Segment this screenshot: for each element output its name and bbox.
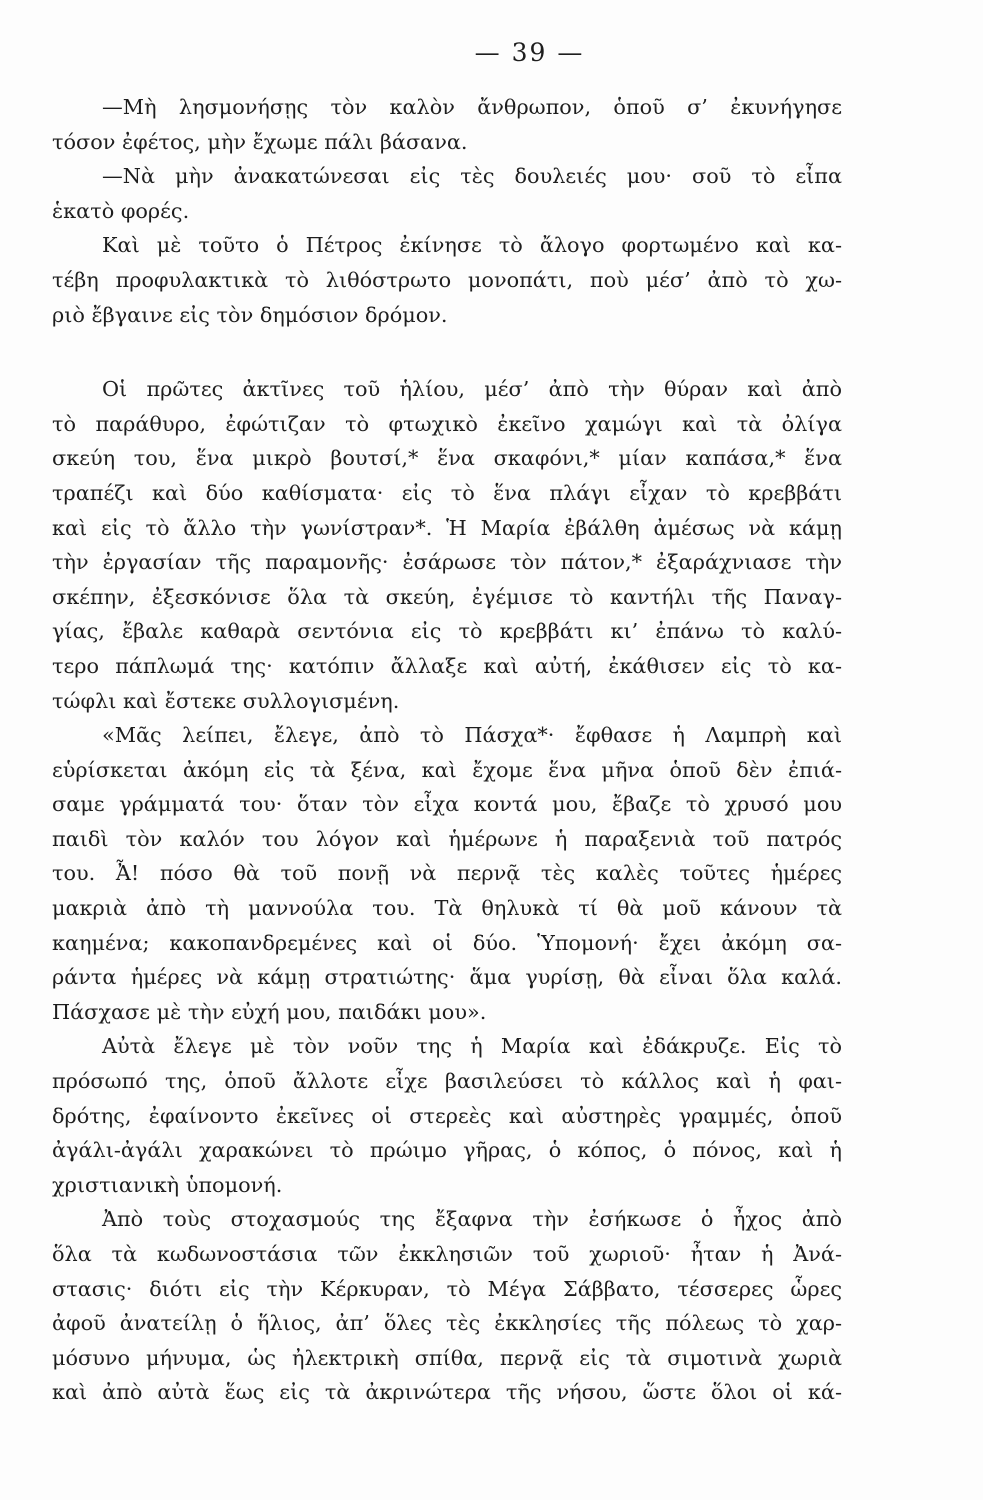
text-line: Αὐτὰ ἔλεγε μὲ τὸν νοῦν της ἡ Μαρία καὶ ἐδάκρυζε. Εἰς τὸ xyxy=(102,1034,842,1059)
text-line: ριὸ ἔβγαινε εἰς τὸν δημόσιον δρόμον. xyxy=(52,302,448,327)
text-line: δρότης, ἐφαίνοντο ἐκεῖνες οἱ στερεὲς καὶ αὐστηρὲς γραμμές, ὁποῦ xyxy=(52,1103,842,1128)
page-number: — 39 — xyxy=(474,38,585,67)
text-line: Καὶ μὲ τοῦτο ὁ Πέτρος ἐκίνησε τὸ ἄλογο φορτωμένο καὶ κα- xyxy=(102,233,842,258)
text-line: Οἱ πρῶτες ἀκτῖνες τοῦ ἡλίου, μέσ’ ἀπὸ τὴν θύραν καὶ ἀπὸ xyxy=(102,377,842,402)
text-line: παιδὶ τὸν καλόν του λόγον καὶ ἡμέρωνε ἡ παραξενιὰ τοῦ πατρός xyxy=(52,826,842,851)
text-line: ἀφοῦ ἀνατείλῃ ὁ ἥλιος, ἀπ’ ὅλες τὲς ἐκκλησίες τῆς πόλεως τὸ χαρ- xyxy=(52,1311,842,1336)
text-line: ἀγάλι-ἀγάλι χαρακώνει τὸ πρώιμο γῆρας, ὁ κόπος, ὁ πόνος, καὶ ἡ xyxy=(52,1138,842,1163)
text-line: στασις· διότι εἰς τὴν Κέρκυραν, τὸ Μέγα Σάββατο, τέσσερες ὧρες xyxy=(52,1276,842,1301)
text-line: μακριὰ ἀπὸ τὴ μαννούλα του. Τὰ θηλυκὰ τί θὰ μοῦ κάνουν τὰ xyxy=(52,896,842,921)
text-line: καημένα; κακοπανδρεμένες καὶ οἱ δύο. Ὑπομονή· ἔχει ἀκόμη σα- xyxy=(52,930,842,955)
text-line: τερο πάπλωμά της· κατόπιν ἄλλαξε καὶ αὐτή, ἐκάθισεν εἰς τὸ κα- xyxy=(52,653,842,678)
text-line: τὸ παράθυρο, ἐφώτιζαν τὸ φτωχικὸ ἐκεῖνο χαμώγι καὶ τὰ ὀλίγα xyxy=(52,411,842,436)
text-line: σκεύη του, ἕνα μικρὸ βουτσί,* ἕνα σκαφόνι,* μίαν καπάσα,* ἕνα xyxy=(52,446,842,471)
text-line: τόσον ἐφέτος, μὴν ἔχωμε πάλι βάσανα. xyxy=(52,129,468,154)
body-text xyxy=(52,90,842,1410)
text-line: τώφλι καὶ ἔστεκε συλλογισμένη. xyxy=(52,688,400,713)
text-line: καὶ ἀπὸ αὐτὰ ἕως εἰς τὰ ἀκρινώτερα τῆς νήσου, ὥστε ὅλοι οἱ κά- xyxy=(52,1380,842,1405)
text-line: καὶ εἰς τὸ ἄλλο τὴν γωνίστραν*. Ἡ Μαρία ἐβάλθη ἀμέσως νὰ κάμῃ xyxy=(52,515,842,540)
text-line: χριστιανικὴ ὑπομονή. xyxy=(52,1172,283,1197)
text-line: —Νὰ μὴν ἀνακατώνεσαι εἰς τὲς δουλειές μου· σοῦ τὸ εἶπα xyxy=(102,164,842,189)
text-line: τραπέζι καὶ δύο καθίσματα· εἰς τὸ ἕνα πλάγι εἶχαν τὸ κρεββάτι xyxy=(52,480,842,505)
text-line: μόσυνο μήνυμα, ὡς ἠλεκτρικὴ σπίθα, περνᾷ εἰς τὰ σιμοτινὰ χωριὰ xyxy=(52,1345,842,1370)
text-line: τὴν ἐργασίαν τῆς παραμονῆς· ἐσάρωσε τὸν πάτον,* ἐξαράχνιασε τὴν xyxy=(52,550,842,575)
text-line: σκέπην, ἐξεσκόνισε ὅλα τὰ σκεύη, ἐγέμισε τὸ καντήλι τῆς Παναγ- xyxy=(52,584,842,609)
paragraph-spacer xyxy=(52,332,842,372)
text-line: τέβη προφυλακτικὰ τὸ λιθόστρωτο μονοπάτι, ποὺ μέσ’ ἀπὸ τὸ χω- xyxy=(52,267,842,292)
text-line: πρόσωπό της, ὁποῦ ἄλλοτε εἶχε βασιλεύσει τὸ κάλλος καὶ ἡ φαι- xyxy=(52,1069,842,1094)
text-line: σαμε γράμματά του· ὅταν τὸν εἶχα κοντά μου, ἔβαζε τὸ χρυσό μου xyxy=(52,792,842,817)
text-line: Πάσχασε μὲ τὴν εὐχή μου, παιδάκι μου». xyxy=(52,999,487,1024)
text-line: εὑρίσκεται ἀκόμη εἰς τὰ ξένα, καὶ ἔχομε ἕνα μῆνα ὁποῦ δὲν ἐπιά- xyxy=(52,757,842,782)
text-line: ράντα ἡμέρες νὰ κάμῃ στρατιώτης· ἅμα γυρίσῃ, θὰ εἶναι ὅλα καλά. xyxy=(52,965,842,990)
text-line: γίας, ἔβαλε καθαρὰ σεντόνια εἰς τὸ κρεββάτι κι’ ἐπάνω τὸ καλύ- xyxy=(52,619,842,644)
text-line: ὅλα τὰ κωδωνοστάσια τῶν ἐκκλησιῶν τοῦ χωριοῦ· ἦταν ἡ Ἀνά- xyxy=(52,1242,842,1266)
text-line: «Μᾶς λείπει, ἔλεγε, ἀπὸ τὸ Πάσχα*· ἔφθασε ἡ Λαμπρὴ καὶ xyxy=(102,723,842,748)
text-line: ἑκατὸ φορές. xyxy=(52,198,190,223)
text-line: του. Ἆ! πόσο θὰ τοῦ πονῇ νὰ περνᾷ τὲς καλὲς τοῦτες ἡμέρες xyxy=(52,861,842,886)
text-line: —Μὴ λησμονήσῃς τὸν καλὸν ἄνθρωπον, ὁποῦ σ’ ἐκυνήγησε xyxy=(102,95,842,119)
text-line: Ἀπὸ τοὺς στοχασμούς της ἔξαφνα τὴν ἐσήκωσε ὁ ἦχος ἀπὸ xyxy=(102,1207,842,1232)
